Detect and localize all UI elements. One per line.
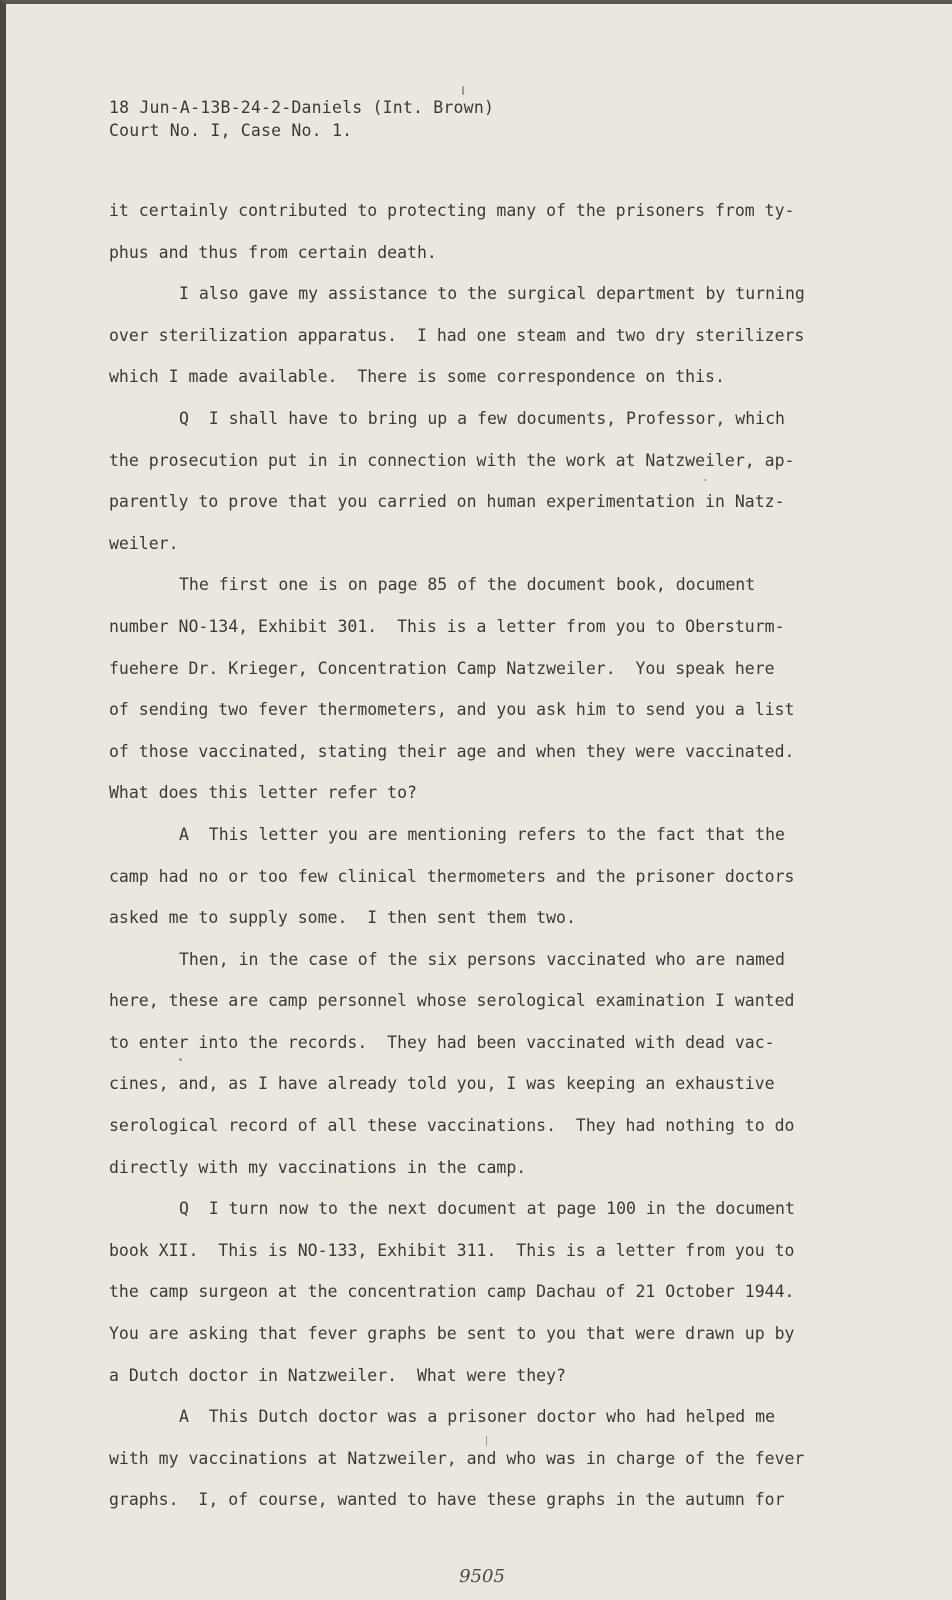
transcript-line: Then, in the case of the six persons vaccinated who are named — [179, 949, 785, 969]
header-line-court: Court No. I, Case No. 1. — [109, 121, 353, 140]
transcript-line: a Dutch doctor in Natzweiler. What were they? — [109, 1365, 566, 1385]
transcript-line: parently to prove that you carried on human experimentation in Natz- — [109, 492, 785, 512]
transcript-line: camp had no or too few clinical thermometers and the prisoner doctors — [109, 866, 795, 886]
transcript-line: A This Dutch doctor was a prisoner doctor who had helped me — [179, 1407, 776, 1427]
transcript-line: of those vaccinated, stating their age and when they were vaccinated. — [109, 741, 795, 761]
transcript-line: of sending two fever thermometers, and you ask him to send you a list — [109, 700, 795, 720]
transcript-line: over sterilization apparatus. I had one steam and two dry sterilizers — [109, 325, 805, 345]
header-line-session: 18 Jun-A-13B-24-2-Daniels (Int. Brown) — [109, 98, 495, 117]
transcript-line: Q I turn now to the next document at page 100 in the document — [179, 1199, 795, 1219]
transcript-line: which I made available. There is some correspondence on this. — [109, 367, 725, 387]
transcript-line: here, these are camp personnel whose serological examination I wanted — [109, 991, 795, 1011]
transcript-line: the prosecution put in in connection with the work at Natzweiler, ap- — [109, 450, 795, 470]
transcript-line: with my vaccinations at Natzweiler, and who was in charge of the fever — [109, 1448, 805, 1468]
paper-speck — [486, 1436, 487, 1446]
transcript-line: You are asking that fever graphs be sent to you that were drawn up by — [109, 1324, 795, 1344]
transcript-line: asked me to supply some. I then sent them two. — [109, 908, 576, 928]
transcript-line: it certainly contributed to protecting many of the prisoners from ty- — [109, 201, 795, 220]
transcript-line: Q I shall have to bring up a few documents, Professor, which — [179, 408, 785, 428]
transcript-line: cines, and, as I have already told you, I was keeping an exhaustive — [109, 1074, 775, 1094]
page-number: 9505 — [459, 1566, 505, 1587]
transcript-line: graphs. I, of course, wanted to have these graphs in the autumn for — [109, 1490, 785, 1510]
transcript-line: What does this letter refer to? — [109, 783, 417, 803]
transcript-line: the camp surgeon at the concentration camp Dachau of 21 October 1944. — [109, 1282, 795, 1302]
transcript-line: to enter into the records. They had been vaccinated with dead vac- — [109, 1032, 775, 1052]
document-header — [109, 96, 494, 142]
transcript-line: I also gave my assistance to the surgical department by turning — [179, 284, 805, 304]
transcript-line: directly with my vaccinations in the camp. — [109, 1157, 527, 1177]
transcript-line: A This letter you are mentioning refers to the fact that the — [179, 824, 785, 844]
transcript-line: serological record of all these vaccinations. They had nothing to do — [109, 1116, 795, 1136]
transcript-line: fuehere Dr. Krieger, Concentration Camp Natzweiler. You speak here — [109, 658, 775, 678]
transcript-line: weiler. — [109, 533, 179, 553]
transcript-line: book XII. This is NO-133, Exhibit 311. This is a letter from you to — [109, 1240, 795, 1260]
transcript-body — [109, 199, 834, 1530]
transcript-line: phus and thus from certain death. — [109, 242, 437, 262]
transcript-line: The first one is on page 85 of the document book, document — [179, 575, 756, 595]
paper-speck — [462, 86, 464, 95]
paper-speck — [179, 1058, 182, 1061]
transcript-line: number NO-134, Exhibit 301. This is a letter from you to Obersturm- — [109, 616, 785, 636]
paper-speck — [704, 479, 706, 481]
